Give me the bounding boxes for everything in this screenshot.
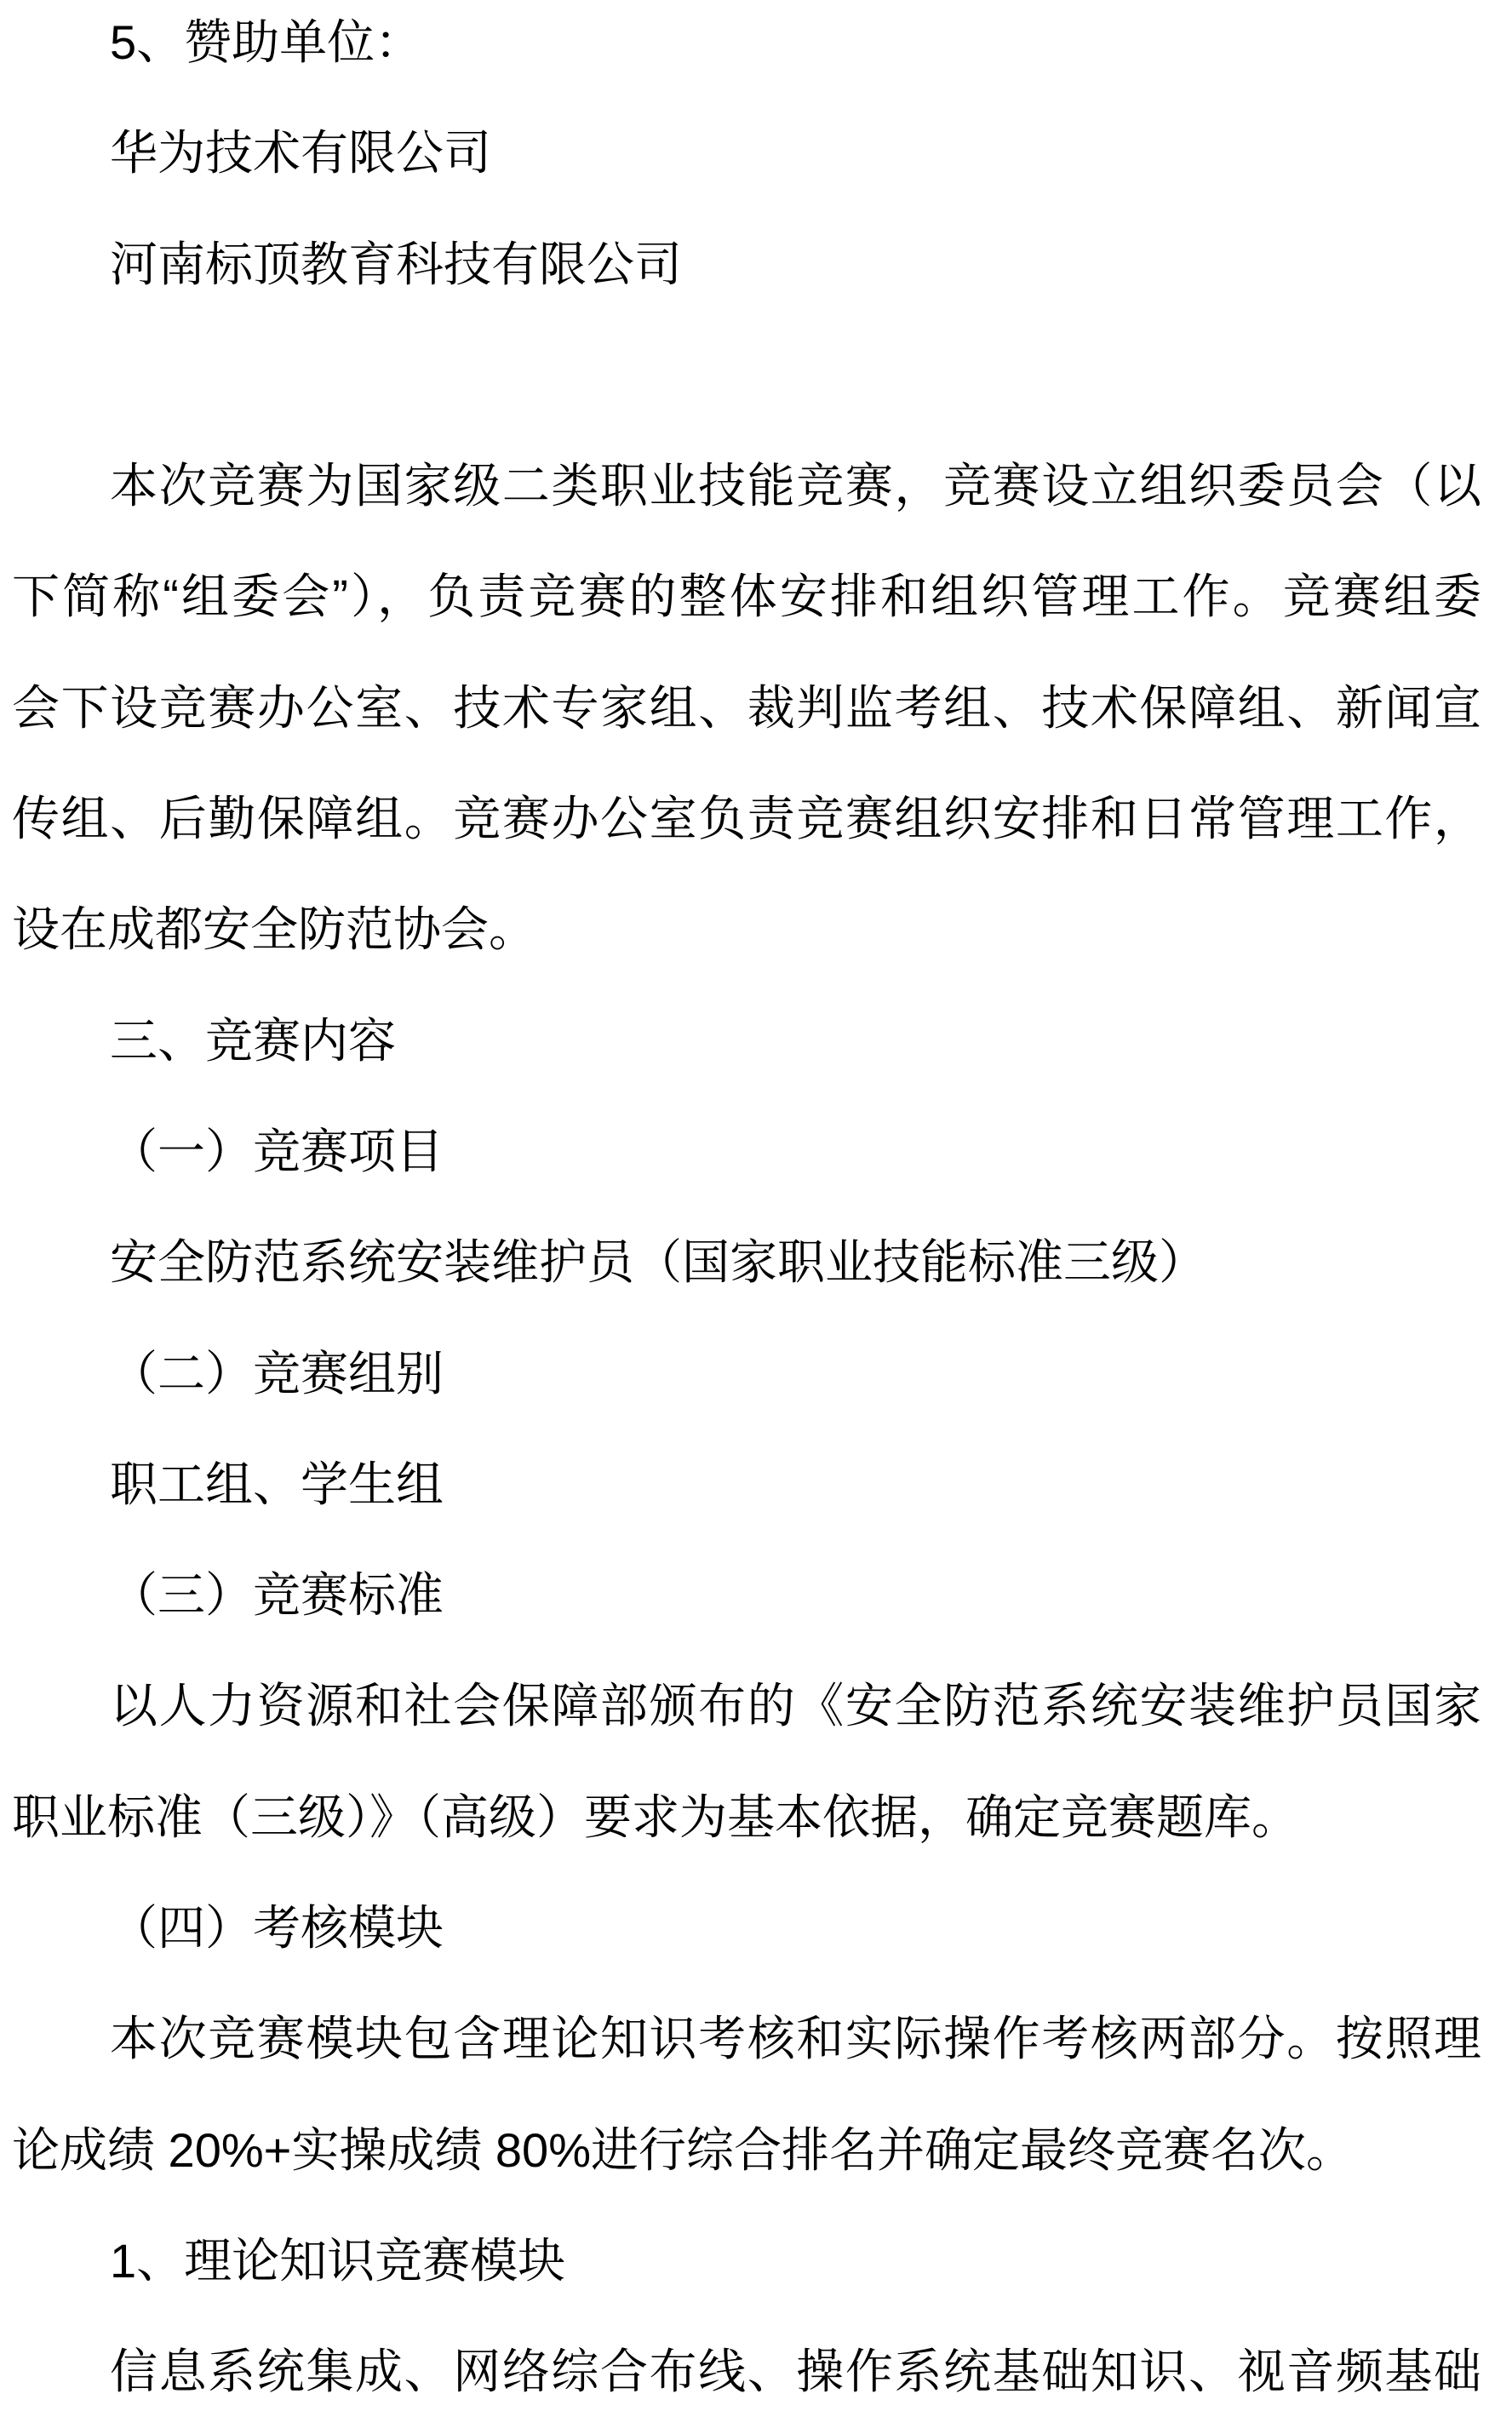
organization-paragraph-line: 设在成都安全防范协会。 xyxy=(12,902,536,957)
organization-paragraph-line: 传组、后勤保障组。竞赛办公室负责竞赛组织安排和日常管理工作， xyxy=(12,792,1481,846)
subsection-text-line: 论成绩 20%+实操成绩 80%进行综合排名并确定最终竞赛名次。 xyxy=(12,2122,1354,2177)
sponsor-section-heading: 5、赞助单位： xyxy=(110,15,423,69)
subsection-text-line: 职业标准（三级）》（高级）要求为基本依据，确定竞赛题库。 xyxy=(12,1790,1299,1844)
sponsor-item: 华为技术有限公司 xyxy=(110,126,491,180)
organization-paragraph-line: 会下设竞赛办公室、技术专家组、裁判监考组、技术保障组、新闻宣 xyxy=(12,680,1481,735)
organization-paragraph-line: 下简称“组委会”），负责竞赛的整体安排和组织管理工作。竞赛组委 xyxy=(12,570,1481,624)
subsection-text-line: 安全防范系统安装维护员（国家职业技能标准三级） xyxy=(110,1235,1206,1290)
subsection-text-line: 以人力资源和社会保障部颁布的《安全防范系统安装维护员国家 xyxy=(110,1679,1481,1733)
section-heading: 三、竞赛内容 xyxy=(110,1013,396,1068)
subsection-text-line: 本次竞赛模块包含理论知识考核和实际操作考核两部分。按照理 xyxy=(110,2012,1481,2066)
subsection-heading: （一）竞赛项目 xyxy=(110,1124,444,1178)
module-text-line: 信息系统集成、网络综合布线、操作系统基础知识、视音频基础 xyxy=(110,2345,1481,2399)
document-body xyxy=(12,13,1481,2402)
subsection-text-line: 职工组、学生组 xyxy=(110,1457,444,1511)
subsection-heading: （四）考核模块 xyxy=(110,1901,444,1956)
sponsor-item: 河南标顶教育科技有限公司 xyxy=(110,237,682,291)
subsection-heading: （二）竞赛组别 xyxy=(110,1346,444,1400)
module-heading: 1、理论知识竞赛模块 xyxy=(110,2233,566,2288)
organization-paragraph-line: 本次竞赛为国家级二类职业技能竞赛，竞赛设立组织委员会（以 xyxy=(110,459,1481,513)
subsection-heading: （三）竞赛标准 xyxy=(110,1568,444,1623)
